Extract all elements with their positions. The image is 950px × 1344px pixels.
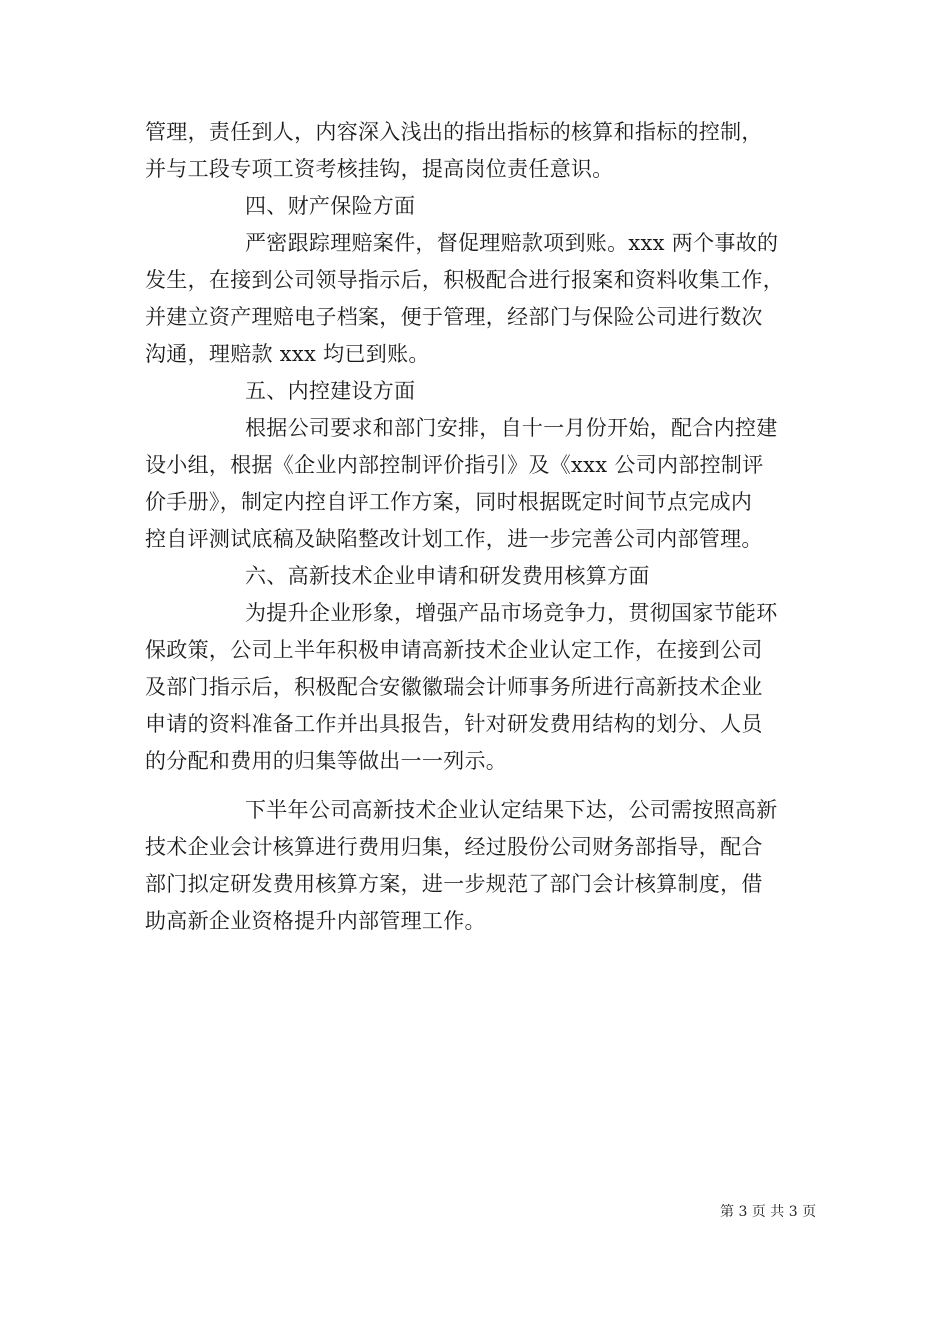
paragraph-gap xyxy=(145,780,817,792)
text-line: 设小组，根据《企业内部控制评价指引》及《xxx 公司内部控制评 xyxy=(145,453,764,477)
text-line: 根据公司要求和部门安排，自十一月份开始，配合内控建 xyxy=(245,416,778,440)
text-line: 并与工段专项工资考核挂钩，提高岗位责任意识。 xyxy=(145,157,614,181)
document-body xyxy=(145,114,817,940)
text-line: 保政策，公司上半年积极申请高新技术企业认定工作，在接到公司 xyxy=(145,638,763,662)
text-line: 技术企业会计核算进行费用归集，经过股份公司财务部指导，配合 xyxy=(145,835,763,859)
section-heading: 六、高新技术企业申请和研发费用核算方面 xyxy=(245,564,650,588)
section-heading: 四、财产保险方面 xyxy=(245,194,416,218)
text-line: 及部门指示后，积极配合安徽徽瑞会计师事务所进行高新技术企业 xyxy=(145,675,763,699)
text-line: 为提升企业形象，增强产品市场竞争力，贯彻国家节能环 xyxy=(245,601,778,625)
text-line: 的分配和费用的归集等做出一一列示。 xyxy=(145,749,508,773)
text-line: 下半年公司高新技术企业认定结果下达，公司需按照高新 xyxy=(245,798,778,822)
text-line: 部门拟定研发费用核算方案，进一步规范了部门会计核算制度，借 xyxy=(145,872,763,896)
page-number: 第 3 页 共 3 页 xyxy=(720,1204,817,1220)
text-line: 价手册》，制定内控自评工作方案，同时根据既定时间节点完成内 xyxy=(145,490,753,514)
text-line: 助高新企业资格提升内部管理工作。 xyxy=(145,909,486,933)
text-line: 发生，在接到公司领导指示后，积极配合进行报案和资料收集工作， xyxy=(145,268,784,292)
text-line: 控自评测试底稿及缺陷整改计划工作，进一步完善公司内部管理。 xyxy=(145,527,763,551)
text-line: 严密跟踪理赔案件，督促理赔款项到账。xxx 两个事故的 xyxy=(245,231,779,255)
section-heading: 五、内控建设方面 xyxy=(245,379,416,403)
text-line: 管理，责任到人，内容深入浅出的指出指标的核算和指标的控制， xyxy=(145,120,763,144)
text-line: 并建立资产理赔电子档案，便于管理，经部门与保险公司进行数次 xyxy=(145,305,763,329)
text-line: 申请的资料准备工作并出具报告，针对研发费用结构的划分、人员 xyxy=(145,712,763,736)
text-line: 沟通，理赔款 xxx 均已到账。 xyxy=(145,342,430,366)
